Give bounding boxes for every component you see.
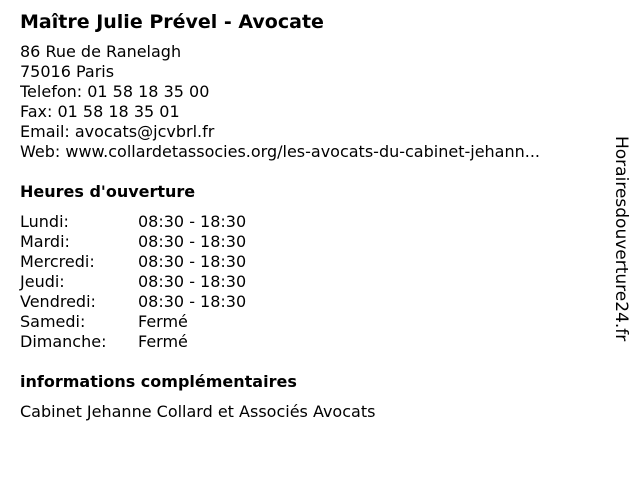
business-card — [20, 10, 605, 422]
hours-row-friday — [20, 292, 605, 312]
hours-row-monday — [20, 212, 605, 232]
day-label: Mardi: — [20, 232, 70, 251]
day-hours: 08:30 - 18:30 — [138, 232, 247, 251]
day-label: Samedi: — [20, 312, 86, 331]
hours-row-sunday — [20, 332, 605, 352]
day-hours: Fermé — [138, 332, 188, 351]
spacer — [20, 352, 605, 372]
spacer — [20, 162, 605, 182]
address-line-2: 75016 Paris — [20, 62, 115, 81]
day-label: Vendredi: — [20, 292, 96, 311]
contact-block — [20, 42, 605, 162]
day-label: Mercredi: — [20, 252, 95, 271]
day-label: Jeudi: — [20, 272, 65, 291]
address-line-1: 86 Rue de Ranelagh — [20, 42, 182, 61]
hours-table — [20, 212, 605, 352]
business-name: Maître Julie Prével - Avocate — [20, 11, 324, 33]
extra-info-heading: informations complémentaires — [20, 372, 297, 391]
day-label: Lundi: — [20, 212, 69, 231]
extra-info-text: Cabinet Jehanne Collard et Associés Avocats — [20, 402, 376, 421]
web-line: Web: www.collardetassocies.org/les-avocats-du-cabinet-jehann... — [20, 142, 541, 161]
day-label: Dimanche: — [20, 332, 107, 351]
hours-row-saturday — [20, 312, 605, 332]
day-hours: 08:30 - 18:30 — [138, 272, 247, 291]
hours-row-wednesday — [20, 252, 605, 272]
fax-line: Fax: 01 58 18 35 01 — [20, 102, 180, 121]
day-hours: Fermé — [138, 312, 188, 331]
hours-row-thursday — [20, 272, 605, 292]
day-hours: 08:30 - 18:30 — [138, 252, 247, 271]
hours-row-tuesday — [20, 232, 605, 252]
day-hours: 08:30 - 18:30 — [138, 292, 247, 311]
day-hours: 08:30 - 18:30 — [138, 212, 247, 231]
email-line: Email: avocats@jcvbrl.fr — [20, 122, 215, 141]
phone-line: Telefon: 01 58 18 35 00 — [20, 82, 210, 101]
hours-heading: Heures d'ouverture — [20, 182, 196, 201]
site-watermark: Horairesdouverture24.fr — [611, 136, 631, 342]
